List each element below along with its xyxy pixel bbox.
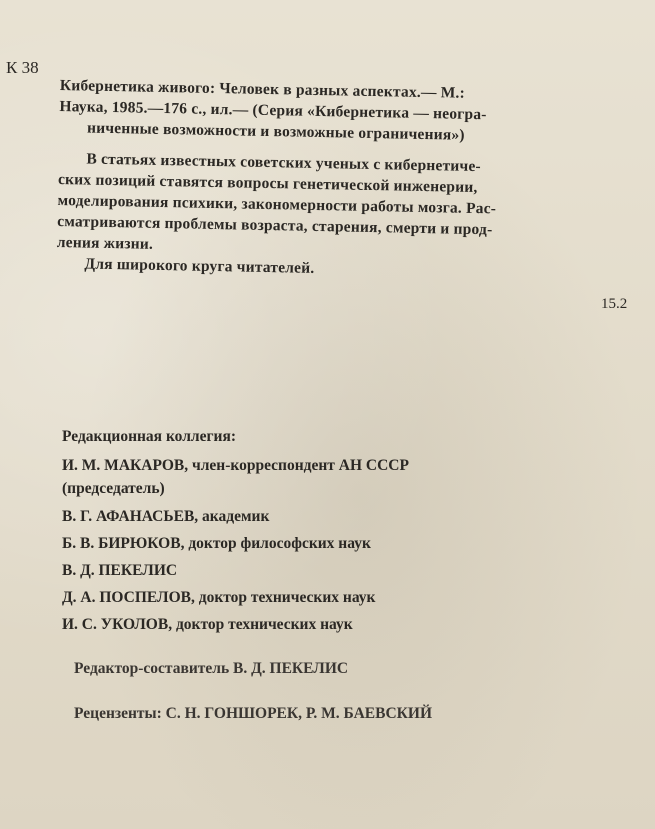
abstract-line: моделирования психики, закономерности работы мозга. Рас- xyxy=(57,191,497,218)
abstract-line: В статьях известных советских ученых с кибернетиче- xyxy=(86,150,482,176)
member-role: (председатель) xyxy=(62,480,165,497)
member-name: Б. В. БИРЮКОВ xyxy=(62,535,181,552)
editor-compiler: Редактор-составитель В. Д. ПЕКЕЛИС xyxy=(74,660,349,677)
catalog-code: К 38 xyxy=(6,58,39,77)
member-name: В. Д. ПЕКЕЛИС xyxy=(62,562,178,579)
board-member xyxy=(62,509,269,525)
abstract-line: ления жизни. xyxy=(56,233,154,253)
member-name: И. С. УКОЛОВ xyxy=(62,616,169,633)
abstract-line: сматриваются проблемы возраста, старения, смерти и прод- xyxy=(57,212,493,239)
board-member xyxy=(62,590,375,606)
member-role: , доктор технических наук xyxy=(168,616,353,633)
bibliographic-line: Кибернетика живого: Человек в разных аспектах.— М.: xyxy=(59,77,466,102)
board-member xyxy=(62,563,177,579)
member-name: Д. А. ПОСПЕЛОВ xyxy=(62,589,191,606)
board-member xyxy=(62,536,371,552)
member-role: , академик xyxy=(194,508,270,525)
board-member xyxy=(62,617,353,633)
board-member xyxy=(62,481,165,497)
member-role: , член-корреспондент АН СССР xyxy=(184,457,409,474)
board-heading: Редакционная коллегия: xyxy=(62,428,237,445)
member-role: , доктор технических наук xyxy=(191,589,376,606)
member-name: И. М. МАКАРОВ xyxy=(62,457,185,474)
member-role: , доктор философских наук xyxy=(180,535,371,552)
annotation-block xyxy=(56,77,640,277)
bibliographic-line: Наука, 1985.—176 с., ил.— (Серия «Кибернетика — неогра- xyxy=(59,97,487,124)
page-reference: 15.2 xyxy=(601,296,628,312)
reviewers: Рецензенты: С. Н. ГОНШОРЕК, Р. М. БАЕВСКИЙ xyxy=(74,705,433,722)
board-member xyxy=(62,458,409,474)
audience-note: Для широкого круга читателей. xyxy=(84,255,315,277)
bibliographic-line: ниченные возможности и возможные ограничения») xyxy=(86,119,465,144)
abstract-line: ских позиций ставятся вопросы генетической инженерии, xyxy=(57,170,478,197)
member-name: В. Г. АФАНАСЬЕВ xyxy=(62,508,195,525)
